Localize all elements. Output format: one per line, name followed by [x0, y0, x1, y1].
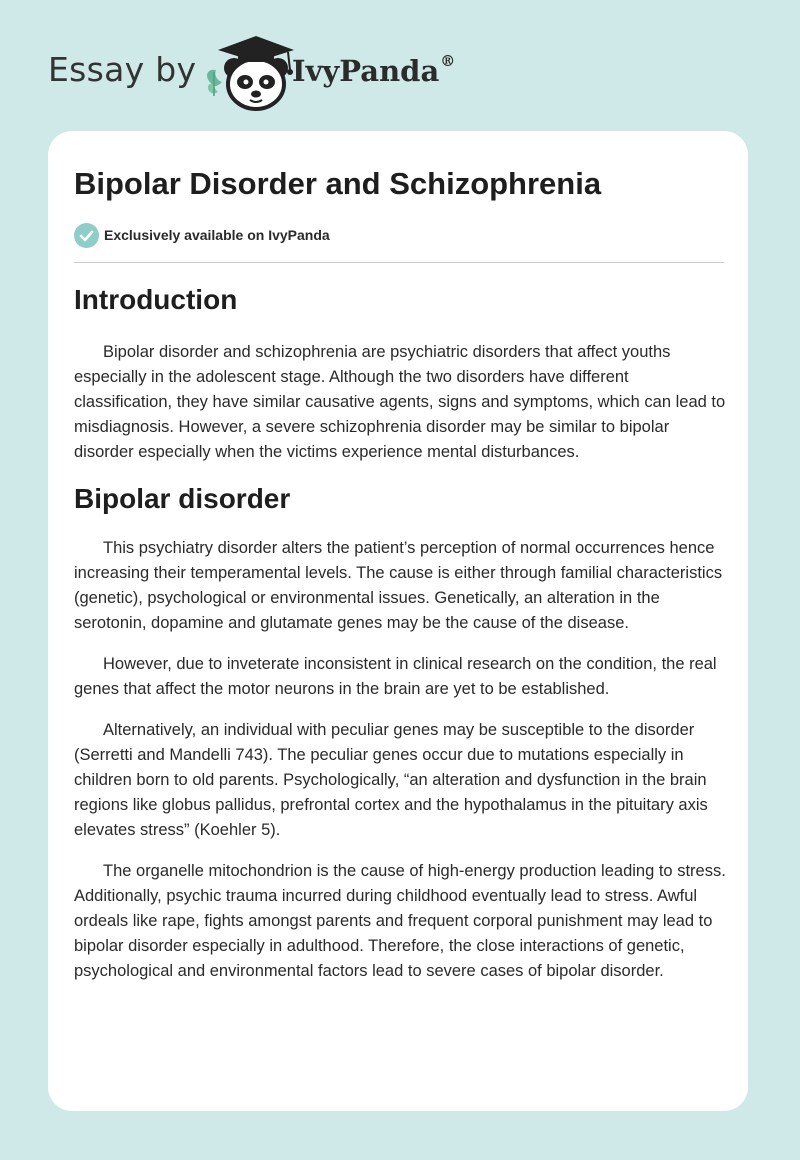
- exclusive-badge: [74, 222, 330, 248]
- brand-header[interactable]: [48, 32, 508, 114]
- section-heading-introduction: Introduction: [74, 284, 238, 315]
- essay-card: [48, 131, 748, 1111]
- section-heading-bipolar-disorder: Bipolar disorder: [74, 483, 291, 514]
- paragraph: The organelle mitochondrion is the cause of high-energy production leading to stress. Additionally, psychic trauma incurred during childhood eventually lead to stress. Awful ordeals like rape, fights amongst parents and frequent corporal punishment may lead to bipolar disorder especially in adulthood. Therefore, the close interactions of genetic, psychological and environmental factors lead to severe cases of bipolar disorder.: [74, 862, 726, 980]
- paragraph: Alternatively, an individual with peculiar genes may be susceptible to the disorder (Serretti and Mandelli 743). The peculiar genes occur due to mutations especially in children born to old parents. Psychologically, “an alteration and dysfunction in the brain regions like globus pallidus, prefrontal cortex and the hypothalamus in the pituitary axis elevates stress” (Koehler 5).: [74, 721, 708, 839]
- page-title: Bipolar Disorder and Schizophrenia: [74, 166, 602, 201]
- check-circle-icon: [74, 223, 99, 248]
- paragraph: Bipolar disorder and schizophrenia are psychiatric disorders that affect youths especially in the adolescent stage. Although the two disorders have different classification, they have similar causative agents, signs and symptoms, which can lead to misdiagnosis. However, a severe schizophrenia disorder may be similar to bipolar disorder especially when the victims experience mental disturbances.: [74, 343, 726, 461]
- brand-name: IvyPanda®: [292, 52, 456, 88]
- exclusive-text: Exclusively available on IvyPanda: [104, 227, 330, 243]
- paragraph: This psychiatry disorder alters the patient’s perception of normal occurrences hence increasing their temperamental levels. The cause is either through familial characteristics (genetic), psychological or environmental issues. Genetically, an alteration in the serotonin, dopamine and glutamate genes may be the cause of the disease.: [74, 539, 723, 632]
- paragraph: However, due to inveterate inconsistent in clinical research on the condition, the real genes that affect the motor neurons in the brain are yet to be established.: [74, 655, 717, 698]
- divider: [74, 262, 724, 263]
- essay-body: [74, 283, 726, 984]
- brand-prefix: Essay by: [48, 50, 197, 89]
- registered-mark: ®: [440, 52, 456, 70]
